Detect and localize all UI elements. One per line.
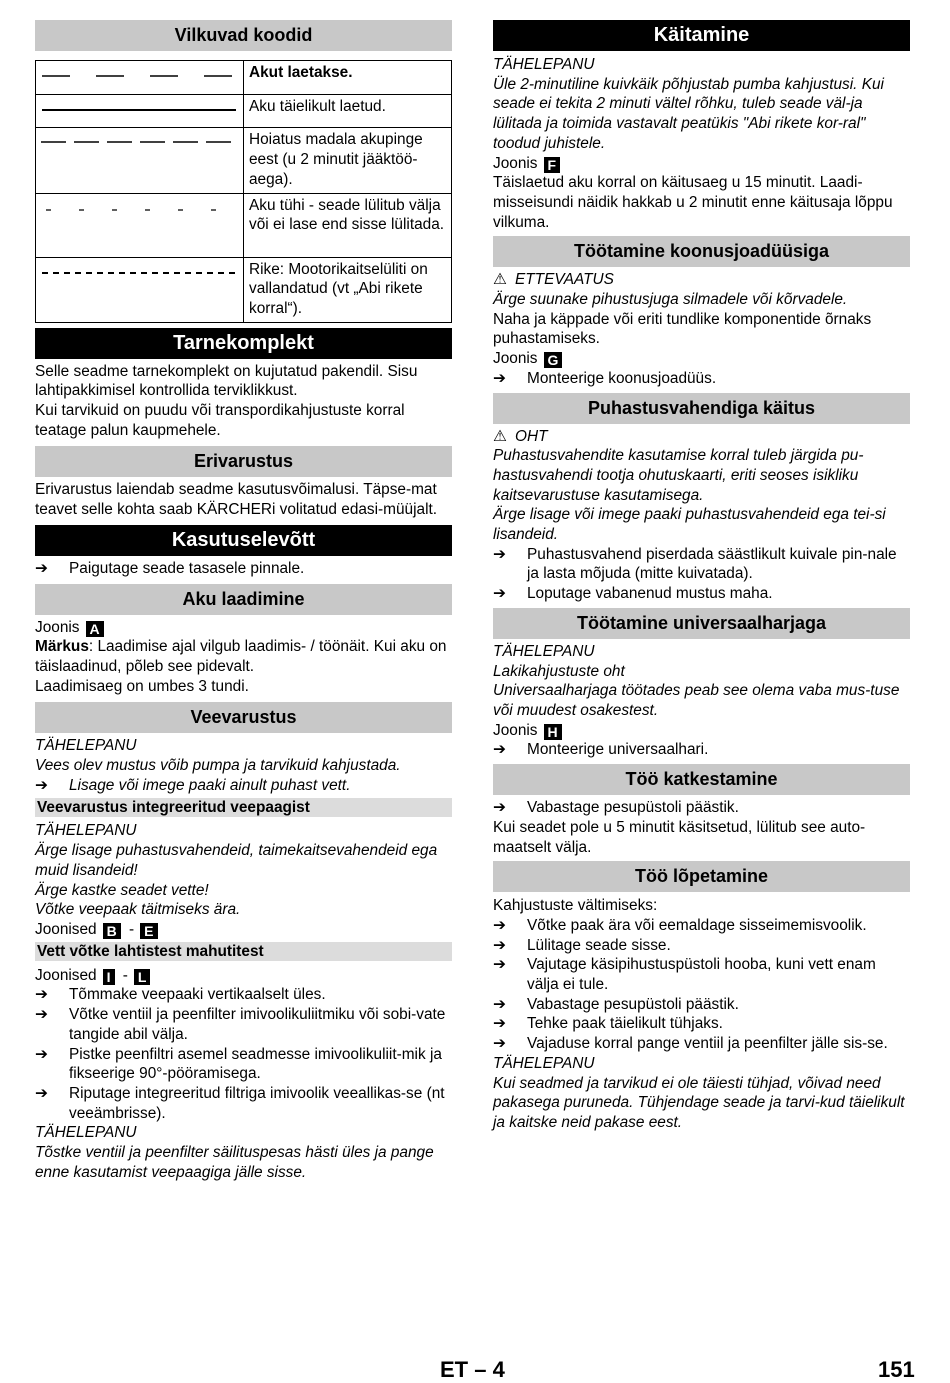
heading-lahtised-mahutid: Vett võtke lahtistest mahutitest (35, 942, 452, 961)
step-text: Vajutage käsipihustuspüstoli hooba, kuni vett enam välja ei tule. (527, 956, 876, 994)
warning-triangle-icon: ⚠ (493, 271, 507, 289)
instruction-step (35, 1045, 452, 1084)
table-row (36, 257, 452, 322)
page-number: 151 (878, 1357, 915, 1382)
table-row (36, 61, 452, 95)
instruction-step (493, 369, 910, 389)
instruction-step (35, 1005, 452, 1044)
pattern-short-dash-icon (36, 194, 243, 234)
blink-pattern-medium-dash (36, 128, 244, 193)
figure-badge: L (134, 969, 151, 985)
heading-kasutuselevott: Kasutuselevõtt (35, 525, 452, 556)
step-text: Tehke paak täielikult tühjaks. (527, 1015, 723, 1033)
notice-text: Lakikahjustuste oht (493, 662, 625, 680)
heading-puhastusvahendiga: Puhastusvahendiga käitus (493, 393, 910, 424)
blink-pattern-fine-dash (36, 257, 244, 322)
figure-reference (35, 920, 452, 940)
figure-badge: H (544, 724, 562, 740)
arrow-right-icon: ➔ (35, 559, 48, 577)
blink-codes-table (35, 60, 452, 323)
figure-badge: G (544, 352, 563, 368)
heading-integreeritud-veepaagist: Veevarustus integreeritud veepaagist (35, 798, 452, 817)
blink-code-text: Hoiatus madala akupinge eest (u 2 minutit jääktöö-aega). (244, 128, 452, 193)
blink-code-text: Rike: Mootorikaitselüliti on vallandatud (vt „Abi rikete korral“). (244, 257, 452, 322)
blink-pattern-long-dash (36, 61, 244, 95)
step-text: Võtke ventiil ja peenfilter imivoolikuliitmiku või sobi-vate tangide abil välja. (69, 1006, 446, 1043)
footer-section-label: ET – 4 (440, 1357, 505, 1382)
arrow-right-icon: ➔ (493, 1035, 506, 1053)
heading-universaalharjaga: Töötamine universaalharjaga (493, 608, 910, 639)
paragraph: Naha ja käppade või eriti tundlike komponentide õrnaks puhastamiseks. (493, 310, 872, 348)
notice-title: TÄHELEPANU (35, 822, 137, 840)
step-text: Riputage integreeritud filtriga imivoolik veeallikas-se (nt veeämbrisse). (69, 1084, 445, 1122)
arrow-right-icon: ➔ (35, 986, 48, 1004)
notice-text: Üle 2-minutiline kuivkäik põhjustab pumba kahjustusi. Kui seade ei tekita 2 minuti vältel rõhku, tuleb seade väl-ja lülitada ja toimida vastavalt peatükis "Abi rikete kor-ral" toodud juhistele. (493, 75, 884, 152)
instruction-step (493, 545, 910, 584)
arrow-right-icon: ➔ (493, 956, 506, 974)
step-text: Lülitage seade sisse. (527, 936, 671, 954)
heading-too-lopetamine: Töö lõpetamine (493, 861, 910, 892)
paragraph: Erivarustus laiendab seadme kasutusvõimalusi. Täpse-mat teavet selle kohta saab KÄRCHERi volitatud edasi-müüjalt. (35, 481, 438, 519)
instruction-step (493, 798, 910, 818)
markus-label: Märkus (35, 638, 89, 656)
warning-triangle-icon: ⚠ (493, 427, 507, 445)
heading-erivarustus: Erivarustus (35, 446, 452, 477)
figure-reference (35, 618, 452, 638)
warning-text: Ärge suunake pihustusjuga silmadele või kõrvadele. (493, 291, 848, 309)
figure-label: Joonis (493, 154, 538, 172)
arrow-right-icon: ➔ (493, 936, 506, 954)
arrow-right-icon: ➔ (493, 545, 506, 563)
warning-text: Ärge lisage või imege paaki puhastusvahendeid ega tei-si lisandeid. (493, 506, 886, 544)
arrow-right-icon: ➔ (493, 916, 506, 934)
heading-tarnekomplekt: Tarnekomplekt (35, 328, 452, 359)
instruction-step (493, 955, 910, 994)
range-dash: - (129, 920, 135, 938)
instruction-step (493, 1034, 910, 1054)
instruction-step (493, 584, 910, 604)
paragraph: Kui seadet pole u 5 minutit käsitsetud, lülitub see auto-maatselt välja. (493, 818, 866, 856)
blink-pattern-solid (36, 94, 244, 128)
arrow-right-icon: ➔ (493, 369, 506, 387)
step-text: Pistke peenfiltri asemel seadmesse imivoolikuliit-mik ja fikseerige 90°-pööramisega. (69, 1045, 442, 1083)
notice-text: Võtke veepaak täitmiseks ära. (35, 901, 241, 919)
paragraph: Kui tarvikuid on puudu või transpordikahjustuste korral teatage palun kaupmehele. (35, 402, 405, 439)
arrow-right-icon: ➔ (493, 585, 506, 603)
arrow-right-icon: ➔ (493, 741, 506, 759)
table-row (36, 193, 452, 257)
arrow-right-icon: ➔ (35, 776, 48, 794)
pattern-long-dash-icon (36, 61, 243, 88)
right-column (493, 20, 910, 1133)
notice-title: TÄHELEPANU (493, 1054, 595, 1072)
instruction-step (493, 740, 910, 760)
notice-title: TÄHELEPANU (493, 642, 595, 660)
notice-title: TÄHELEPANU (35, 737, 137, 755)
blink-code-text: Akut laetakse. (244, 61, 452, 95)
paragraph: Laadimisaeg on umbes 3 tundi. (35, 677, 249, 695)
heading-aku-laadimine: Aku laadimine (35, 584, 452, 615)
heading-veevarustus: Veevarustus (35, 702, 452, 733)
blink-code-text: Aku täielikult laetud. (244, 94, 452, 128)
figure-label: Joonised (35, 920, 97, 938)
figure-badge: A (86, 621, 104, 637)
instruction-step (35, 776, 452, 796)
table-row (36, 128, 452, 193)
step-text: Vabastage pesupüstoli päästik. (527, 799, 739, 817)
blink-code-text: Aku tühi - seade lülitub välja või ei lase end sisse lülitada. (244, 193, 452, 257)
step-text: Võtke paak ära või eemaldage sisseimemisvoolik. (527, 916, 867, 934)
heading-vilkuvad-koodid: Vilkuvad koodid (35, 20, 452, 51)
warning-label: ETTEVAATUS (515, 271, 614, 289)
pattern-fine-dash-icon (36, 258, 243, 298)
step-text: Vajaduse korral pange ventiil ja peenfilter jälle sis-se. (527, 1035, 888, 1053)
blink-pattern-short-dash (36, 193, 244, 257)
instruction-step (493, 995, 910, 1015)
figure-label: Joonised (35, 966, 97, 984)
warning-title (493, 270, 910, 290)
arrow-right-icon: ➔ (35, 1006, 48, 1024)
left-column (35, 20, 452, 1182)
instruction-step (493, 1014, 910, 1034)
step-text: Paigutage seade tasasele pinnale. (69, 559, 305, 577)
figure-label: Joonis (35, 618, 80, 636)
warning-text: Puhastusvahendite kasutamise korral tuleb järgida pu-hastusvahendi tootja ohutuskaarti, eriti seoses isikliku kaitsevarustuse kasutamisega. (493, 447, 864, 504)
step-text: Tõmmake veepaaki vertikaalselt üles. (69, 986, 326, 1004)
notice-text: Ärge kastke seadet vette! (35, 881, 209, 899)
instruction-step (35, 985, 452, 1005)
notice-title: TÄHELEPANU (493, 56, 595, 73)
figure-reference (493, 721, 910, 741)
notice-text: Universaalharjaga töötades peab see olema vaba mus-tuse või muudest osakestest. (493, 682, 900, 719)
figure-label: Joonis (493, 721, 538, 739)
notice-text: Ärge lisage puhastusvahendeid, taimekaitsevahendeid ega muid lisandeid! (35, 842, 438, 879)
paragraph: Kahjustuste vältimiseks: (493, 897, 658, 915)
step-text: Vabastage pesupüstoli päästik. (527, 995, 739, 1013)
instruction-step (493, 916, 910, 936)
figure-reference (493, 349, 910, 369)
figure-reference (493, 154, 910, 174)
notice-text: Vees olev mustus võib pumpa ja tarvikuid kahjustada. (35, 757, 401, 775)
arrow-right-icon: ➔ (493, 995, 506, 1013)
heading-too-katkestamine: Töö katkestamine (493, 764, 910, 795)
step-text: Monteerige koonusjoadüüs. (527, 369, 717, 387)
step-text: Lisage või imege paaki ainult puhast vett. (69, 776, 351, 794)
paragraph: Selle seadme tarnekomplekt on kujutatud pakendil. Sisu lahtipakkimisel kontrollida terviklikkust. (35, 362, 418, 400)
paragraph: Täislaetud aku korral on käitusaeg u 15 minutit. Laadi-misseisundi näidik hakkab u 2 minutit enne käitusaja lõppu vilkuma. (493, 174, 893, 231)
heading-kaitamine: Käitamine (493, 20, 910, 51)
arrow-right-icon: ➔ (35, 1084, 48, 1102)
figure-badge: B (103, 923, 121, 939)
instruction-step (493, 936, 910, 956)
notice-text: Kui seadmed ja tarvikud ei ole täiesti tühjad, võivad need pakasega puruneda. Tühjendage seade ja tarvi-kud täielikult ja kaitske neid pakase eest. (493, 1074, 905, 1131)
notice-text: Tõstke ventiil ja peenfilter säilituspesas hästi üles ja pange enne kasutamist veepaagiga jälle sisse. (35, 1144, 434, 1181)
notice-title: TÄHELEPANU (35, 1124, 137, 1142)
arrow-right-icon: ➔ (493, 1015, 506, 1033)
range-dash: - (122, 966, 128, 984)
warning-title (493, 427, 910, 447)
figure-badge: I (103, 969, 115, 985)
step-text: Loputage vabanenud mustus maha. (527, 585, 773, 603)
figure-badge: E (140, 923, 157, 939)
arrow-right-icon: ➔ (493, 799, 506, 817)
table-row (36, 94, 452, 128)
pattern-solid-icon (36, 95, 243, 122)
heading-koonusjoaduusiga: Töötamine koonusjoadüüsiga (493, 236, 910, 267)
figure-label: Joonis (493, 350, 538, 368)
step-text: Puhastusvahend piserdada säästlikult kuivale pin-nale ja lasta mõjuda (mitte kuivatada). (527, 545, 897, 583)
paragraph (35, 637, 452, 676)
arrow-right-icon: ➔ (35, 1045, 48, 1063)
warning-label: OHT (515, 427, 548, 445)
instruction-step (35, 559, 452, 579)
step-text: Monteerige universaalhari. (527, 741, 709, 759)
figure-badge: F (544, 157, 561, 173)
pattern-medium-dash-icon (36, 128, 243, 168)
markus-text: : Laadimise ajal vilgub laadimis- / töönäit. Kui aku on täislaadinud, põleb see pidevalt. (35, 638, 447, 675)
figure-reference (35, 966, 452, 986)
instruction-step (35, 1084, 452, 1123)
